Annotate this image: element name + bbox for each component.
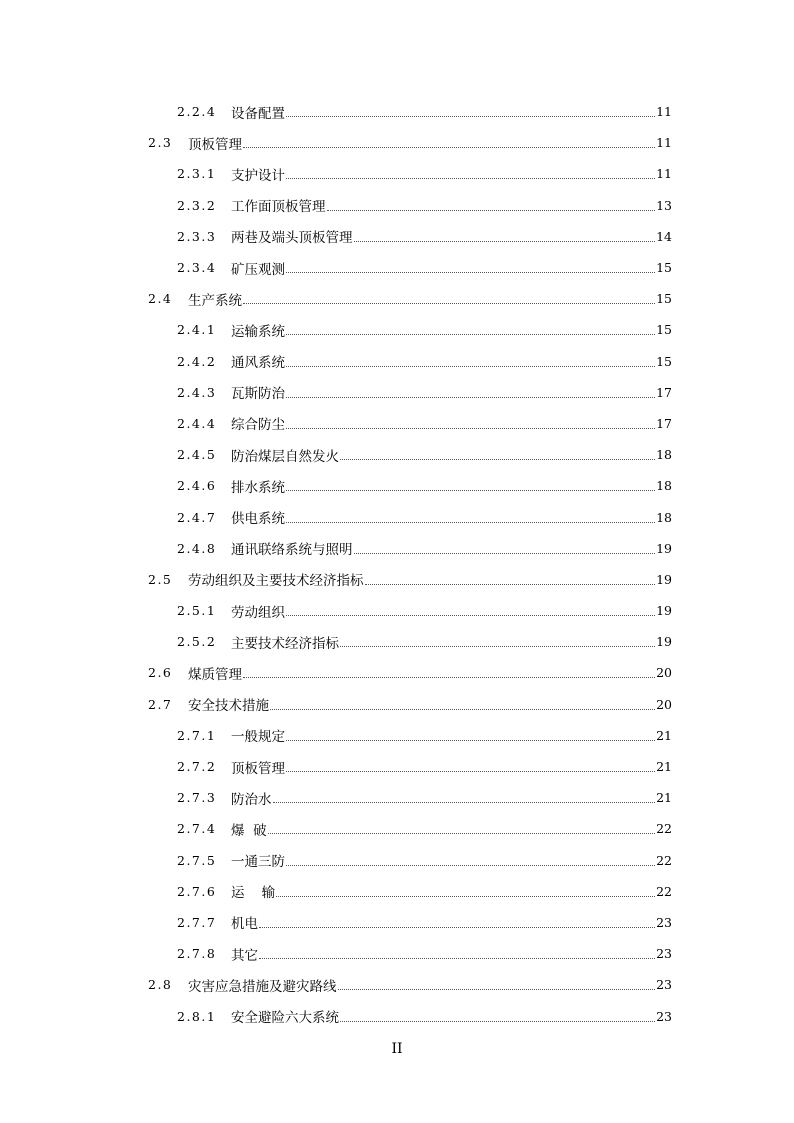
toc-dot-leader (286, 428, 655, 429)
toc-entry-title: 其它 (231, 947, 258, 964)
toc-entry-number: 2.4.3 (177, 384, 217, 400)
toc-dot-leader (286, 178, 655, 179)
toc-entry-number: 2.7.6 (177, 883, 217, 899)
toc-entry-page: 15 (656, 260, 672, 276)
toc-dot-leader (243, 303, 655, 304)
toc-entry-number: 2.7.2 (177, 759, 217, 775)
toc-entry-number: 2.4.2 (177, 353, 217, 369)
toc-entry[interactable] (0, 252, 794, 283)
toc-dot-leader (286, 740, 655, 741)
toc-entry-number: 2.7.8 (177, 946, 217, 962)
toc-entry-page: 18 (656, 509, 672, 525)
toc-entry-page: 15 (656, 291, 672, 307)
toc-entry[interactable] (0, 564, 794, 595)
toc-dot-leader (340, 459, 655, 460)
toc-entry-title: 煤质管理 (188, 666, 242, 683)
toc-entry[interactable] (0, 533, 794, 564)
toc-entry[interactable] (0, 158, 794, 189)
toc-entry-number: 2.5.2 (177, 634, 217, 650)
toc-entry[interactable] (0, 595, 794, 626)
toc-entry-page: 11 (656, 135, 672, 151)
toc-entry-title: 安全技术措施 (188, 698, 269, 715)
toc-entry-page: 23 (656, 914, 672, 930)
toc-entry-number: 2.8.1 (177, 1008, 217, 1024)
toc-entry-number: 2.4.4 (177, 415, 217, 431)
toc-entry-number: 2.3 (148, 135, 173, 151)
toc-entry-page: 15 (656, 322, 672, 338)
toc-dot-leader (286, 397, 655, 398)
toc-dot-leader (259, 958, 655, 959)
toc-dot-leader (338, 989, 656, 990)
toc-entry-number: 2.7.4 (177, 821, 217, 837)
toc-entry-title: 支护设计 (231, 167, 285, 184)
toc-entry-title: 综合防尘 (231, 417, 285, 434)
toc-entry-number: 2.7.1 (177, 727, 217, 743)
toc-entry[interactable] (0, 876, 794, 907)
toc-entry-title: 一通三防 (231, 854, 285, 871)
table-of-contents (0, 96, 794, 1032)
toc-entry[interactable] (0, 314, 794, 345)
toc-dot-leader (354, 241, 656, 242)
toc-entry-number: 2.5.1 (177, 603, 217, 619)
toc-entry-page: 14 (656, 228, 672, 244)
toc-entry-number: 2.7.7 (177, 914, 217, 930)
toc-entry-page: 21 (656, 727, 672, 743)
toc-entry-number: 2.4.7 (177, 509, 217, 525)
toc-entry-title: 灾害应急措施及避灾路线 (188, 978, 337, 995)
toc-entry-page: 23 (656, 977, 672, 993)
toc-entry-title: 运 输 (231, 885, 276, 902)
toc-dot-leader (270, 709, 655, 710)
toc-entry[interactable] (0, 969, 794, 1000)
toc-entry-title: 工作面顶板管理 (231, 199, 326, 216)
toc-entry[interactable] (0, 190, 794, 221)
toc-entry[interactable] (0, 221, 794, 252)
toc-entry-page: 19 (656, 540, 672, 556)
toc-entry-page: 20 (656, 665, 672, 681)
toc-entry-page: 18 (656, 447, 672, 463)
toc-entry-page: 11 (656, 104, 672, 120)
toc-entry-page: 11 (656, 166, 672, 182)
toc-entry-title: 防治水 (231, 791, 272, 808)
toc-entry-title: 防治煤层自然发火 (231, 448, 339, 465)
toc-entry[interactable] (0, 346, 794, 377)
toc-entry[interactable] (0, 377, 794, 408)
toc-entry-number: 2.6 (148, 665, 173, 681)
toc-entry-title: 爆 破 (231, 822, 267, 839)
toc-entry-page: 18 (656, 478, 672, 494)
toc-entry-page: 13 (656, 197, 672, 213)
toc-entry-title: 两巷及端头顶板管理 (231, 230, 353, 247)
toc-entry-page: 19 (656, 634, 672, 650)
toc-entry[interactable] (0, 813, 794, 844)
toc-entry[interactable] (0, 283, 794, 314)
toc-entry-title: 顶板管理 (231, 760, 285, 777)
toc-entry[interactable] (0, 439, 794, 470)
toc-entry-number: 2.3.3 (177, 228, 217, 244)
toc-entry[interactable] (0, 408, 794, 439)
toc-entry-number: 2.2.4 (177, 104, 217, 120)
toc-entry-number: 2.3.4 (177, 260, 217, 276)
toc-dot-leader (243, 147, 655, 148)
toc-entry-number: 2.7.3 (177, 790, 217, 806)
toc-entry-title: 矿压观测 (231, 261, 285, 278)
toc-entry-number: 2.4.5 (177, 447, 217, 463)
page-number-footer: II (391, 1041, 403, 1057)
toc-entry-title: 主要技术经济指标 (231, 635, 339, 652)
toc-entry-number: 2.4.6 (177, 478, 217, 494)
toc-dot-leader (268, 833, 655, 834)
toc-entry-title: 顶板管理 (188, 136, 242, 153)
toc-entry[interactable] (0, 470, 794, 501)
toc-entry[interactable] (0, 626, 794, 657)
toc-entry-page: 17 (656, 384, 672, 400)
toc-dot-leader (340, 1021, 655, 1022)
toc-entry-title: 劳动组织及主要技术经济指标 (188, 573, 364, 590)
toc-entry-number: 2.7 (148, 696, 173, 712)
toc-entry-page: 22 (656, 821, 672, 837)
toc-entry-page: 23 (656, 946, 672, 962)
toc-entry-title: 一般规定 (231, 729, 285, 746)
toc-entry-title: 安全避险六大系统 (231, 1010, 339, 1027)
toc-dot-leader (276, 896, 655, 897)
toc-entry-title: 瓦斯防治 (231, 386, 285, 403)
toc-entry-title: 供电系统 (231, 511, 285, 528)
toc-dot-leader (286, 272, 655, 273)
toc-dot-leader (286, 615, 655, 616)
toc-dot-leader (243, 677, 655, 678)
toc-entry-page: 21 (656, 790, 672, 806)
toc-dot-leader (273, 802, 656, 803)
toc-entry-number: 2.4.1 (177, 322, 217, 338)
toc-entry-title: 通讯联络系统与照明 (231, 542, 353, 559)
toc-dot-leader (286, 116, 655, 117)
toc-dot-leader (286, 334, 655, 335)
toc-entry[interactable] (0, 720, 794, 751)
toc-entry[interactable] (0, 96, 794, 127)
toc-entry-number: 2.7.5 (177, 852, 217, 868)
toc-entry-title: 设备配置 (231, 105, 285, 122)
toc-dot-leader (286, 771, 655, 772)
toc-entry-title: 通风系统 (231, 355, 285, 372)
toc-dot-leader (286, 522, 655, 523)
toc-entry-number: 2.3.2 (177, 197, 217, 213)
toc-entry-number: 2.4 (148, 291, 173, 307)
toc-entry-page: 17 (656, 415, 672, 431)
toc-entry-title: 生产系统 (188, 292, 242, 309)
toc-entry[interactable] (0, 127, 794, 158)
toc-entry-title: 劳动组织 (231, 604, 285, 621)
toc-entry[interactable] (0, 657, 794, 688)
toc-entry[interactable] (0, 938, 794, 969)
toc-entry-page: 19 (656, 603, 672, 619)
toc-entry-page: 20 (656, 696, 672, 712)
toc-dot-leader (286, 490, 655, 491)
toc-entry-page: 22 (656, 883, 672, 899)
toc-entry[interactable] (0, 1000, 794, 1031)
toc-dot-leader (286, 366, 655, 367)
toc-entry-page: 15 (656, 353, 672, 369)
toc-entry[interactable] (0, 782, 794, 813)
toc-entry-title: 排水系统 (231, 479, 285, 496)
toc-entry-page: 19 (656, 571, 672, 587)
toc-dot-leader (327, 210, 656, 211)
toc-entry[interactable] (0, 501, 794, 532)
toc-dot-leader (340, 646, 655, 647)
toc-entry-number: 2.3.1 (177, 166, 217, 182)
toc-entry-number: 2.4.8 (177, 540, 217, 556)
toc-entry-title: 运输系统 (231, 323, 285, 340)
toc-entry-page: 23 (656, 1008, 672, 1024)
toc-entry[interactable] (0, 907, 794, 938)
toc-entry-page: 22 (656, 852, 672, 868)
toc-dot-leader (259, 927, 655, 928)
toc-entry[interactable] (0, 689, 794, 720)
toc-entry[interactable] (0, 751, 794, 782)
toc-entry-page: 21 (656, 759, 672, 775)
toc-dot-leader (286, 865, 655, 866)
toc-entry-number: 2.8 (148, 977, 173, 993)
toc-dot-leader (354, 553, 656, 554)
toc-entry[interactable] (0, 845, 794, 876)
toc-entry-title: 机电 (231, 916, 258, 933)
toc-dot-leader (365, 584, 656, 585)
toc-entry-number: 2.5 (148, 571, 173, 587)
